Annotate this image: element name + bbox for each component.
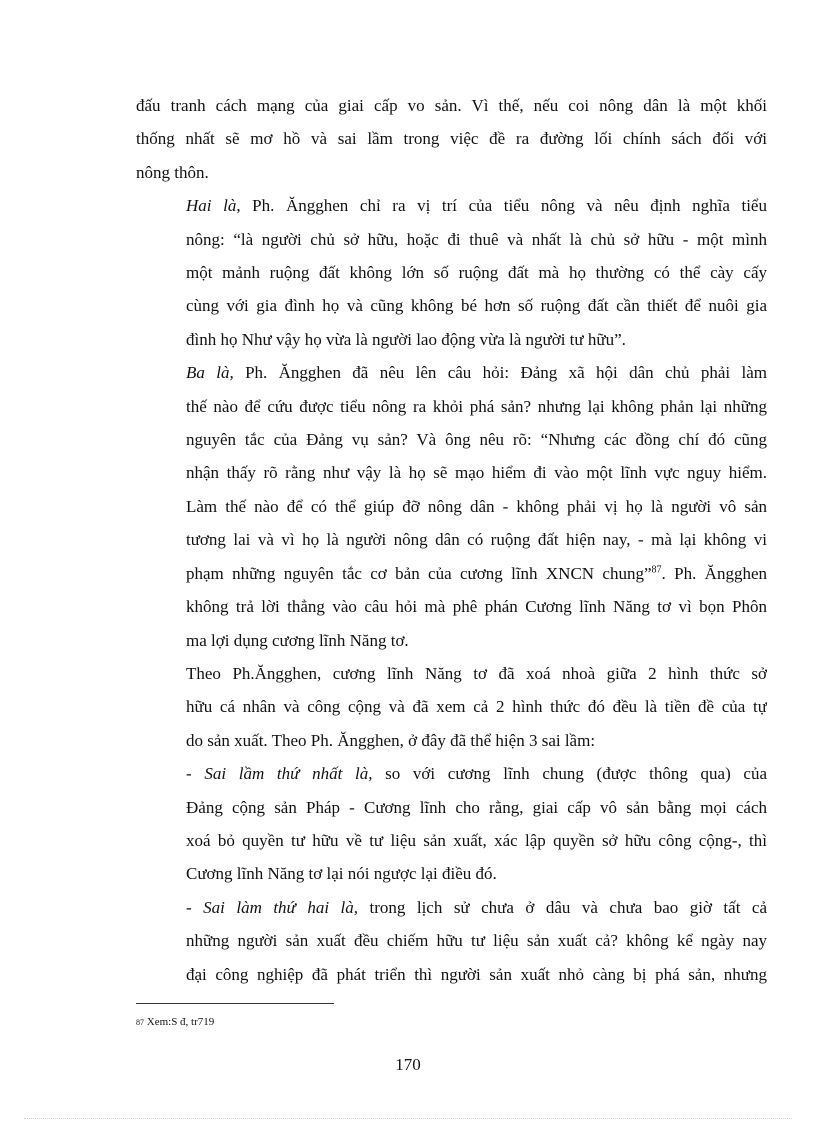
page-bottom-divider xyxy=(24,1118,792,1119)
text-line xyxy=(136,189,767,222)
text-line: Theo Ph.Ăngghen, cương lĩnh Năng tơ đã xoá nhoà giữa 2 hình thức sở xyxy=(186,663,767,683)
text-line: do sản xuất. Theo Ph. Ăngghen, ở đây đã thể hiện 3 sai lầm: xyxy=(186,730,596,750)
text-run: Ph. Ăngghen đã nêu lên câu hỏi: Đảng xã hội dân chủ phải làm xyxy=(233,363,767,383)
text-line: một mảnh ruộng đất không lớn số ruộng đất mà họ thường có thể cày cấy xyxy=(186,263,767,283)
list-dash: - xyxy=(186,897,204,917)
paragraph-1 xyxy=(136,89,767,189)
text-run: so với cương lĩnh chung (được thông qua) của xyxy=(372,764,767,784)
paragraph-lead-italic: Hai là xyxy=(186,196,237,216)
text-line: đại công nghiệp đã phát triển thì người sản xuất nhỏ càng bị phá sản, nhưng xyxy=(186,964,767,984)
text-line xyxy=(136,557,767,590)
text-line: không trả lời thẳng vào câu hỏi mà phê phán Cương lĩnh Năng tơ vì bọn Phôn xyxy=(186,597,767,617)
text-line: Cương lĩnh Năng tơ lại nói ngược lại điều đó. xyxy=(186,864,497,884)
text-line xyxy=(136,891,767,924)
body-text xyxy=(136,89,767,991)
paragraph-lead-italic: Ba là, xyxy=(186,363,234,383)
text-line: xoá bỏ quyền tư hữu về tư liệu sản xuất, xác lập quyền sở hữu công cộng-, thì xyxy=(186,830,767,850)
page-number: 170 xyxy=(395,1055,421,1074)
text-line: Làm thế nào để có thể giúp đỡ nông dân - không phải vị họ là người vô sản xyxy=(186,496,767,516)
paragraph-3 xyxy=(136,356,767,657)
text-line: thống nhất sẽ mơ hồ và sai lầm trong việc đề ra đường lối chính sách đối với xyxy=(136,129,767,149)
footnote-separator xyxy=(136,1003,334,1004)
text-line xyxy=(136,356,767,389)
text-line: nông thôn. xyxy=(136,162,209,182)
text-line: ma lợi dụng cương lĩnh Năng tơ. xyxy=(186,630,409,650)
text-line: nhận thấy rõ rằng như vậy là họ sẽ mạo hiểm đi vào một lĩnh vực nguy hiểm. xyxy=(186,463,767,483)
footnote-text: Xem:S đ, tr719 xyxy=(144,1016,215,1028)
paragraph-5 xyxy=(136,757,767,891)
text-line: nông: “là người chủ sở hữu, hoặc đi thuê và nhất là chủ sở hữu - một mình xyxy=(186,229,767,249)
text-line: hữu cá nhân và công cộng và đã xem cả 2 hình thức đó đều là tiền đề của tự xyxy=(186,697,767,717)
text-run: , Ph. Ăngghen chỉ ra vị trí của tiểu nông và nêu định nghĩa tiểu xyxy=(236,196,767,216)
text-line xyxy=(136,757,767,790)
text-line: thế nào để cứu được tiểu nông ra khỏi phá sản? nhưng lại không phản lại những xyxy=(186,396,767,416)
paragraph-lead-italic: Sai làm thứ hai là, xyxy=(203,897,358,917)
footnote xyxy=(136,1015,214,1029)
footnote-number: 87 xyxy=(136,1018,144,1027)
text-line: cùng với gia đình họ và cũng không bé hơn số ruộng đất cần thiết để nuôi gia xyxy=(186,296,767,316)
text-line: những người sản xuất đều chiếm hữu tư liệu sản xuất cả? không kể ngày nay xyxy=(186,931,767,951)
paragraph-4 xyxy=(136,657,767,757)
paragraph-lead-italic: Sai lầm thứ nhất là, xyxy=(204,764,373,784)
text-run: . Ph. Ăngghen xyxy=(661,563,767,583)
text-line: Đảng cộng sản Pháp - Cương lĩnh cho rằng, giai cấp vô sản bằng mọi cách xyxy=(186,797,767,817)
paragraph-6 xyxy=(136,891,767,991)
list-dash: - xyxy=(186,764,205,784)
paragraph-2 xyxy=(136,189,767,356)
text-line: đấu tranh cách mạng của giai cấp vo sản. Vì thế, nếu coi nông dân là một khối xyxy=(136,96,767,115)
text-line: đình họ Như vậy họ vừa là người lao động vừa là người tư hữu”. xyxy=(186,329,626,349)
footnote-reference: 87 xyxy=(651,564,662,576)
text-line: tương lai và vì họ là người nông dân có ruộng đất hiện nay, - mà lại không vi xyxy=(186,530,767,550)
text-line: nguyên tắc của Đảng vụ sản? Và ông nêu rõ: “Nhưng các đồng chí đó cũng xyxy=(186,430,767,450)
text-run: trong lịch sử chưa ở dâu và chưa bao giờ tất cả xyxy=(358,897,767,917)
text-run: phạm những nguyên tắc cơ bản của cương lĩnh XNCN chung” xyxy=(186,563,652,583)
